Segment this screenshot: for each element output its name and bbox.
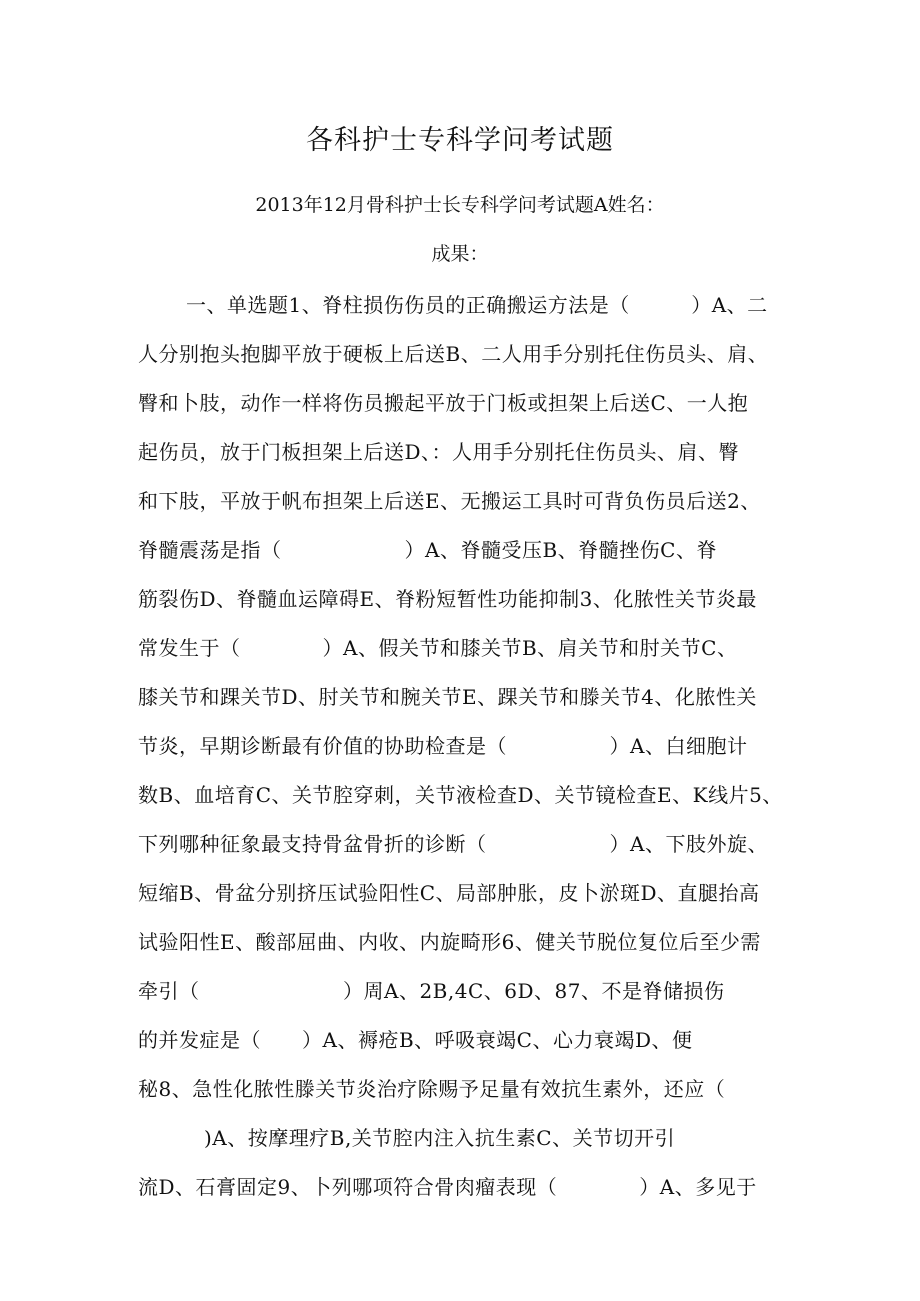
score-label: 成果：: [431, 243, 489, 265]
question-line: 牵引（ ）周A、2B,4C、6D、87、不是脊储损伤: [138, 979, 725, 1003]
document-title: 各科护士专科学问考试题: [306, 125, 614, 156]
question-line: 常发生于（ ）A、假关节和膝关节B、肩关节和肘关节C、: [138, 636, 738, 660]
question-line: 一、单选题1、脊柱损伤伤员的正确搬运方法是（ ）A、二: [186, 293, 768, 317]
exam-subtitle: 2013年12月骨科护士长专科学问考试题A姓名：: [255, 194, 665, 216]
question-line: 流D、石膏固定9、卜列哪项符合骨肉瘤表现（ ）A、多见于: [138, 1175, 757, 1199]
question-line: 脊髓震荡是指（ ）A、脊髓受压B、脊髓挫伤C、脊: [138, 538, 717, 562]
question-line: 下列哪种征象最支持骨盆骨折的诊断（ ）A、下肢外旋、: [138, 832, 768, 856]
question-line: 臀和卜肢，动作一样将伤员搬起平放于门板或担架上后送C、一人抱: [138, 391, 749, 415]
question-line: 和下肢，平放于帆布担架上后送E、无搬运工具时可背负伤员后送2、: [138, 489, 761, 513]
question-line: 试验阳性E、酸部屈曲、内收、内旋畸形6、健关节脱位复位后至少需: [138, 930, 761, 954]
question-line: 数B、血培育C、关节腔穿刺，关节液检查D、关节镜检查E、K线片5、: [138, 783, 783, 807]
question-line: 秘8、急性化脓性滕关节炎治疗除赐予足量有效抗生素外，还应（: [138, 1077, 726, 1101]
question-line: 的并发症是（ ）A、褥疮B、呼吸衰竭C、心力衰竭D、便: [138, 1028, 693, 1052]
question-line: )A、按摩理疗B,关节腔内注入抗生素C、关节切开引: [204, 1126, 676, 1150]
question-line: 短缩B、骨盆分别挤压试验阳性C、局部肿胀，皮卜淤斑D、直腿抬高: [138, 881, 760, 905]
question-line: 人分别抱头抱脚平放于硬板上后送B、二人用手分别托住伤员头、肩、: [138, 342, 769, 366]
question-line: 筋裂伤D、脊髓血运障碍E、脊粉短暂性功能抑制3、化脓性关节炎最: [138, 587, 757, 611]
question-line: 膝关节和踝关节D、肘关节和腕关节E、踝关节和滕关节4、化脓性关: [138, 685, 757, 709]
question-line: 节炎，早期诊断最有价值的协助检查是（ ）A、白细胞计: [138, 734, 748, 758]
question-line: 起伤员，放于门板担架上后送D、：人用手分别托住伤员头、肩、臀: [138, 440, 740, 464]
